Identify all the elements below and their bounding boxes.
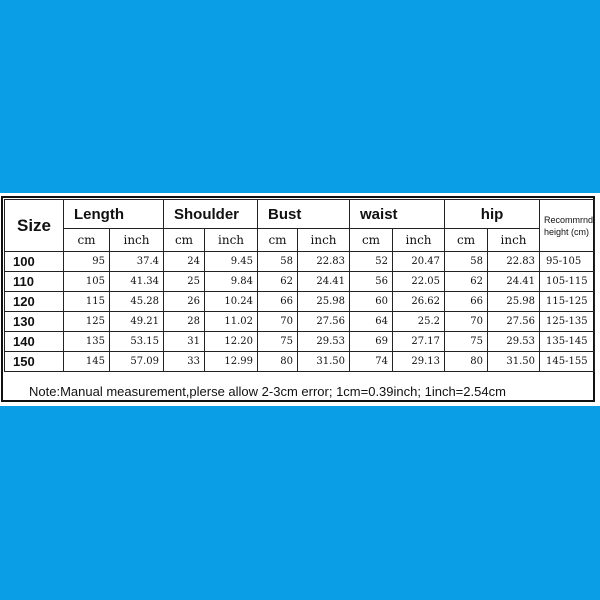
waist-cm-cell: 74 xyxy=(350,352,393,372)
shoulder-inch-cell: 9.84 xyxy=(205,272,258,292)
length-cm-cell: 145 xyxy=(64,352,110,372)
height-cell: 95-105 xyxy=(540,252,595,272)
hip-inch-cell: 25.98 xyxy=(488,292,540,312)
waist-inch-cell: 26.62 xyxy=(393,292,445,312)
length-cm-cell: 115 xyxy=(64,292,110,312)
length-cm-cell: 95 xyxy=(64,252,110,272)
hip-cm-cell: 62 xyxy=(445,272,488,292)
header-row-units xyxy=(5,229,595,252)
length-cm-cell: 105 xyxy=(64,272,110,292)
bust-cm-cell: 70 xyxy=(258,312,298,332)
table-row xyxy=(5,332,595,352)
hip-inch-unit: inch xyxy=(488,229,540,252)
bust-cm-cell: 80 xyxy=(258,352,298,372)
waist-cm-cell: 60 xyxy=(350,292,393,312)
bust-cm-unit: cm xyxy=(258,229,298,252)
recommend-line-1: Recommrnd xyxy=(544,214,594,225)
size-chart-sheet xyxy=(0,193,600,406)
waist-inch-cell: 25.2 xyxy=(393,312,445,332)
bust-inch-unit: inch xyxy=(298,229,350,252)
height-cell: 105-115 xyxy=(540,272,595,292)
size-cell: 110 xyxy=(5,272,64,292)
bust-inch-cell: 27.56 xyxy=(298,312,350,332)
hip-inch-cell: 29.53 xyxy=(488,332,540,352)
waist-header: waist xyxy=(350,200,445,229)
bust-cm-cell: 75 xyxy=(258,332,298,352)
shoulder-inch-unit: inch xyxy=(205,229,258,252)
height-cell: 145-155 xyxy=(540,352,595,372)
hip-cm-cell: 70 xyxy=(445,312,488,332)
waist-cm-cell: 64 xyxy=(350,312,393,332)
size-cell: 120 xyxy=(5,292,64,312)
shoulder-inch-cell: 9.45 xyxy=(205,252,258,272)
shoulder-cm-cell: 24 xyxy=(164,252,205,272)
shoulder-cm-cell: 26 xyxy=(164,292,205,312)
hip-cm-cell: 80 xyxy=(445,352,488,372)
header-row-groups xyxy=(5,200,595,229)
length-header: Length xyxy=(64,200,164,229)
hip-inch-cell: 22.83 xyxy=(488,252,540,272)
bust-cm-cell: 66 xyxy=(258,292,298,312)
bust-inch-cell: 22.83 xyxy=(298,252,350,272)
shoulder-cm-cell: 28 xyxy=(164,312,205,332)
bust-cm-cell: 58 xyxy=(258,252,298,272)
length-inch-cell: 57.09 xyxy=(110,352,164,372)
bust-inch-cell: 25.98 xyxy=(298,292,350,312)
hip-cm-cell: 58 xyxy=(445,252,488,272)
waist-cm-cell: 56 xyxy=(350,272,393,292)
length-cm-unit: cm xyxy=(64,229,110,252)
height-cell: 125-135 xyxy=(540,312,595,332)
bust-cm-cell: 62 xyxy=(258,272,298,292)
measurement-note: Note:Manual measurement,plerse allow 2-3cm error; 1cm=0.39inch; 1inch=2.54cm xyxy=(29,384,506,399)
size-cell: 130 xyxy=(5,312,64,332)
bust-header: Bust xyxy=(258,200,350,229)
shoulder-inch-cell: 10.24 xyxy=(205,292,258,312)
waist-inch-unit: inch xyxy=(393,229,445,252)
shoulder-header: Shoulder xyxy=(164,200,258,229)
hip-cm-unit: cm xyxy=(445,229,488,252)
length-inch-cell: 45.28 xyxy=(110,292,164,312)
table-row xyxy=(5,272,595,292)
shoulder-inch-cell: 12.20 xyxy=(205,332,258,352)
waist-cm-cell: 69 xyxy=(350,332,393,352)
length-inch-cell: 53.15 xyxy=(110,332,164,352)
hip-cm-cell: 75 xyxy=(445,332,488,352)
size-chart-frame xyxy=(1,196,595,402)
recommend-height-header xyxy=(540,200,595,252)
size-cell: 140 xyxy=(5,332,64,352)
shoulder-cm-unit: cm xyxy=(164,229,205,252)
length-inch-unit: inch xyxy=(110,229,164,252)
bust-inch-cell: 24.41 xyxy=(298,272,350,292)
hip-cm-cell: 66 xyxy=(445,292,488,312)
hip-header: hip xyxy=(445,200,540,229)
length-cm-cell: 125 xyxy=(64,312,110,332)
bust-inch-cell: 29.53 xyxy=(298,332,350,352)
hip-inch-cell: 27.56 xyxy=(488,312,540,332)
length-inch-cell: 49.21 xyxy=(110,312,164,332)
table-row xyxy=(5,312,595,332)
recommend-line-2: height (cm) xyxy=(544,226,590,237)
size-cell: 100 xyxy=(5,252,64,272)
waist-inch-cell: 20.47 xyxy=(393,252,445,272)
waist-inch-cell: 29.13 xyxy=(393,352,445,372)
shoulder-inch-cell: 12.99 xyxy=(205,352,258,372)
shoulder-cm-cell: 25 xyxy=(164,272,205,292)
shoulder-cm-cell: 33 xyxy=(164,352,205,372)
waist-inch-cell: 22.05 xyxy=(393,272,445,292)
waist-cm-cell: 52 xyxy=(350,252,393,272)
table-row xyxy=(5,292,595,312)
height-cell: 135-145 xyxy=(540,332,595,352)
length-cm-cell: 135 xyxy=(64,332,110,352)
height-cell: 115-125 xyxy=(540,292,595,312)
length-inch-cell: 41.34 xyxy=(110,272,164,292)
shoulder-cm-cell: 31 xyxy=(164,332,205,352)
waist-inch-cell: 27.17 xyxy=(393,332,445,352)
table-row xyxy=(5,252,595,272)
shoulder-inch-cell: 11.02 xyxy=(205,312,258,332)
hip-inch-cell: 31.50 xyxy=(488,352,540,372)
bust-inch-cell: 31.50 xyxy=(298,352,350,372)
length-inch-cell: 37.4 xyxy=(110,252,164,272)
waist-cm-unit: cm xyxy=(350,229,393,252)
size-chart-table xyxy=(4,199,595,372)
size-cell: 150 xyxy=(5,352,64,372)
hip-inch-cell: 24.41 xyxy=(488,272,540,292)
table-row xyxy=(5,352,595,372)
size-header: Size xyxy=(5,200,64,252)
